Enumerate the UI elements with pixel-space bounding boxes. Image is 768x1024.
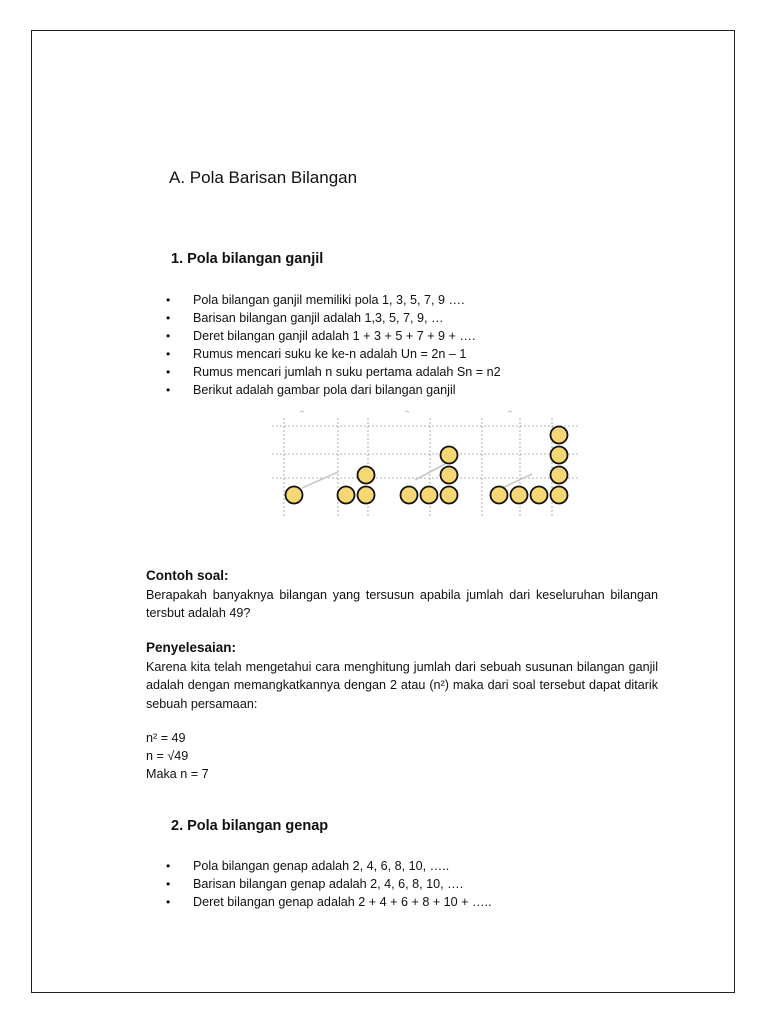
pattern-circle bbox=[358, 467, 375, 484]
equation-1: n² = 49 bbox=[146, 731, 186, 745]
pattern-circle bbox=[421, 487, 438, 504]
pattern-circle bbox=[511, 487, 528, 504]
odd-pattern-list bbox=[166, 291, 501, 400]
pattern-circle bbox=[338, 487, 355, 504]
pattern-circle bbox=[441, 487, 458, 504]
equation-3: Maka n = 7 bbox=[146, 767, 209, 781]
solution-text: Karena kita telah mengetahui cara menghitung jumlah dari sebuah susunan bilangan ganjil adalah dengan memangkatkannya dengan 2 atau (n²) maka dari soal tersebut dapat ditarik sebuah persamaan: bbox=[146, 660, 658, 711]
list-item: • Deret bilangan genap adalah 2 + 4 + 6 + 8 + 10 + ….. bbox=[166, 893, 492, 911]
pattern-circle bbox=[551, 427, 568, 444]
example-question: Berapakah banyaknya bilangan yang tersusun apabila jumlah dari keseluruhan bilangan tersbut adalah 49? bbox=[146, 588, 658, 621]
pattern-circle bbox=[551, 447, 568, 464]
pattern-circle bbox=[551, 487, 568, 504]
even-pattern-list bbox=[166, 857, 492, 911]
pattern-circle bbox=[358, 487, 375, 504]
list-item: • Barisan bilangan genap adalah 2, 4, 6, 8, 10, …. bbox=[166, 875, 492, 893]
equation-2: n = √49 bbox=[146, 749, 189, 763]
page-title: A. Pola Barisan Bilangan bbox=[169, 168, 358, 187]
pattern-circle bbox=[441, 447, 458, 464]
list-item: • Berikut adalah gambar pola dari bilangan ganjil bbox=[166, 381, 501, 399]
pattern-circle bbox=[441, 467, 458, 484]
solution-heading: Penyelesaian: bbox=[146, 640, 237, 655]
list-item: • Pola bilangan genap adalah 2, 4, 6, 8, 10, ….. bbox=[166, 857, 492, 875]
pattern-circles bbox=[286, 427, 568, 504]
pattern-circle bbox=[531, 487, 548, 504]
list-item: • Barisan bilangan ganjil adalah 1,3, 5, 7, 9, … bbox=[166, 309, 501, 327]
pattern-circle bbox=[491, 487, 508, 504]
pattern-circle bbox=[551, 467, 568, 484]
pattern-circle bbox=[401, 487, 418, 504]
section-heading-odd: 1. Pola bilangan ganjil bbox=[171, 251, 324, 267]
list-item: • Rumus mencari jumlah n suku pertama adalah Sn = n2 bbox=[166, 363, 501, 381]
list-item: • Rumus mencari suku ke ke-n adalah Un = 2n – 1 bbox=[166, 345, 501, 363]
odd-pattern-figure bbox=[270, 408, 582, 520]
example-heading: Contoh soal: bbox=[146, 568, 229, 583]
list-item: • Pola bilangan ganjil memiliki pola 1, 3, 5, 7, 9 …. bbox=[166, 291, 501, 309]
list-item: • Deret bilangan ganjil adalah 1 + 3 + 5 + 7 + 9 + …. bbox=[166, 327, 501, 345]
section-heading-even: 2. Pola bilangan genap bbox=[171, 818, 329, 834]
pattern-circle bbox=[286, 487, 303, 504]
